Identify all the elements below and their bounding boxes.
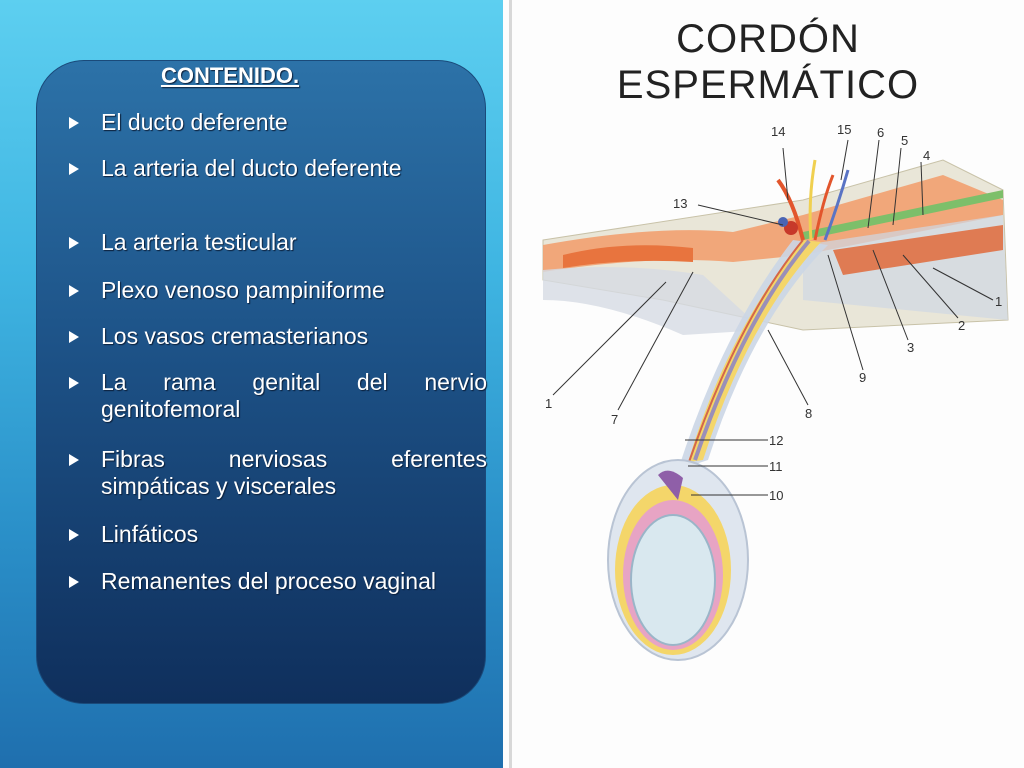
callout-label: 7 (611, 412, 619, 427)
list-item (69, 155, 487, 182)
callout-label: 11 (769, 459, 783, 474)
bullet-arrow-icon (69, 454, 79, 466)
list-item (69, 109, 487, 136)
list-item (69, 446, 487, 500)
callout-label: 1 (995, 294, 1003, 309)
slide-title-line1: CORDÓN (676, 17, 860, 61)
content-heading-text: CONTENIDO. (160, 63, 300, 88)
list-item-label: Remanentes del proceso vaginal (101, 568, 436, 594)
callout-label: 15 (837, 122, 852, 137)
list-item-label: La arteria testicular (101, 229, 297, 255)
spermatic-cord-diagram (503, 0, 1024, 768)
bullet-arrow-icon (69, 163, 79, 175)
bullet-arrow-icon (69, 285, 79, 297)
callout-label: 4 (923, 148, 931, 163)
list-item-label: La arteria del ducto deferente (101, 155, 402, 181)
list-item-label: Linfáticos (101, 521, 199, 547)
slide-title-line2: ESPERMÁTICO (616, 63, 920, 107)
content-panel (36, 60, 486, 704)
callout-label: 1 (545, 396, 553, 411)
list-item-label: El ducto deferente (101, 109, 288, 135)
callout-label: 3 (907, 340, 915, 355)
callout-label: 12 (769, 433, 784, 448)
list-item-label: La rama genital del nervio genitofemoral (101, 369, 487, 422)
callout-label: 9 (859, 370, 867, 385)
bullet-arrow-icon (69, 331, 79, 343)
list-item (69, 323, 487, 350)
list-item (69, 277, 487, 304)
callout-label: 13 (673, 196, 688, 211)
list-item-label: Plexo venoso pampiniforme (101, 277, 385, 303)
callout-label: 8 (805, 406, 813, 421)
content-heading (37, 63, 485, 89)
bullet-arrow-icon (69, 529, 79, 541)
callout-label: 6 (877, 125, 885, 140)
list-item (69, 229, 487, 256)
bullet-arrow-icon (69, 237, 79, 249)
bullet-arrow-icon (69, 377, 79, 389)
list-item (69, 369, 487, 423)
list-item (69, 521, 487, 548)
bullet-arrow-icon (69, 117, 79, 129)
bullet-arrow-icon (69, 576, 79, 588)
figure-panel (503, 0, 1024, 768)
callout-label: 2 (958, 318, 966, 333)
slide-title (593, 16, 943, 108)
callout-label: 10 (769, 488, 784, 503)
callout-label: 5 (901, 133, 909, 148)
callout-label: 14 (771, 124, 786, 139)
list-item-label: Los vasos cremasterianos (101, 323, 369, 349)
list-item-label: Fibras nerviosas eferentes simpáticas y viscerales (101, 446, 487, 499)
list-item (69, 568, 487, 595)
